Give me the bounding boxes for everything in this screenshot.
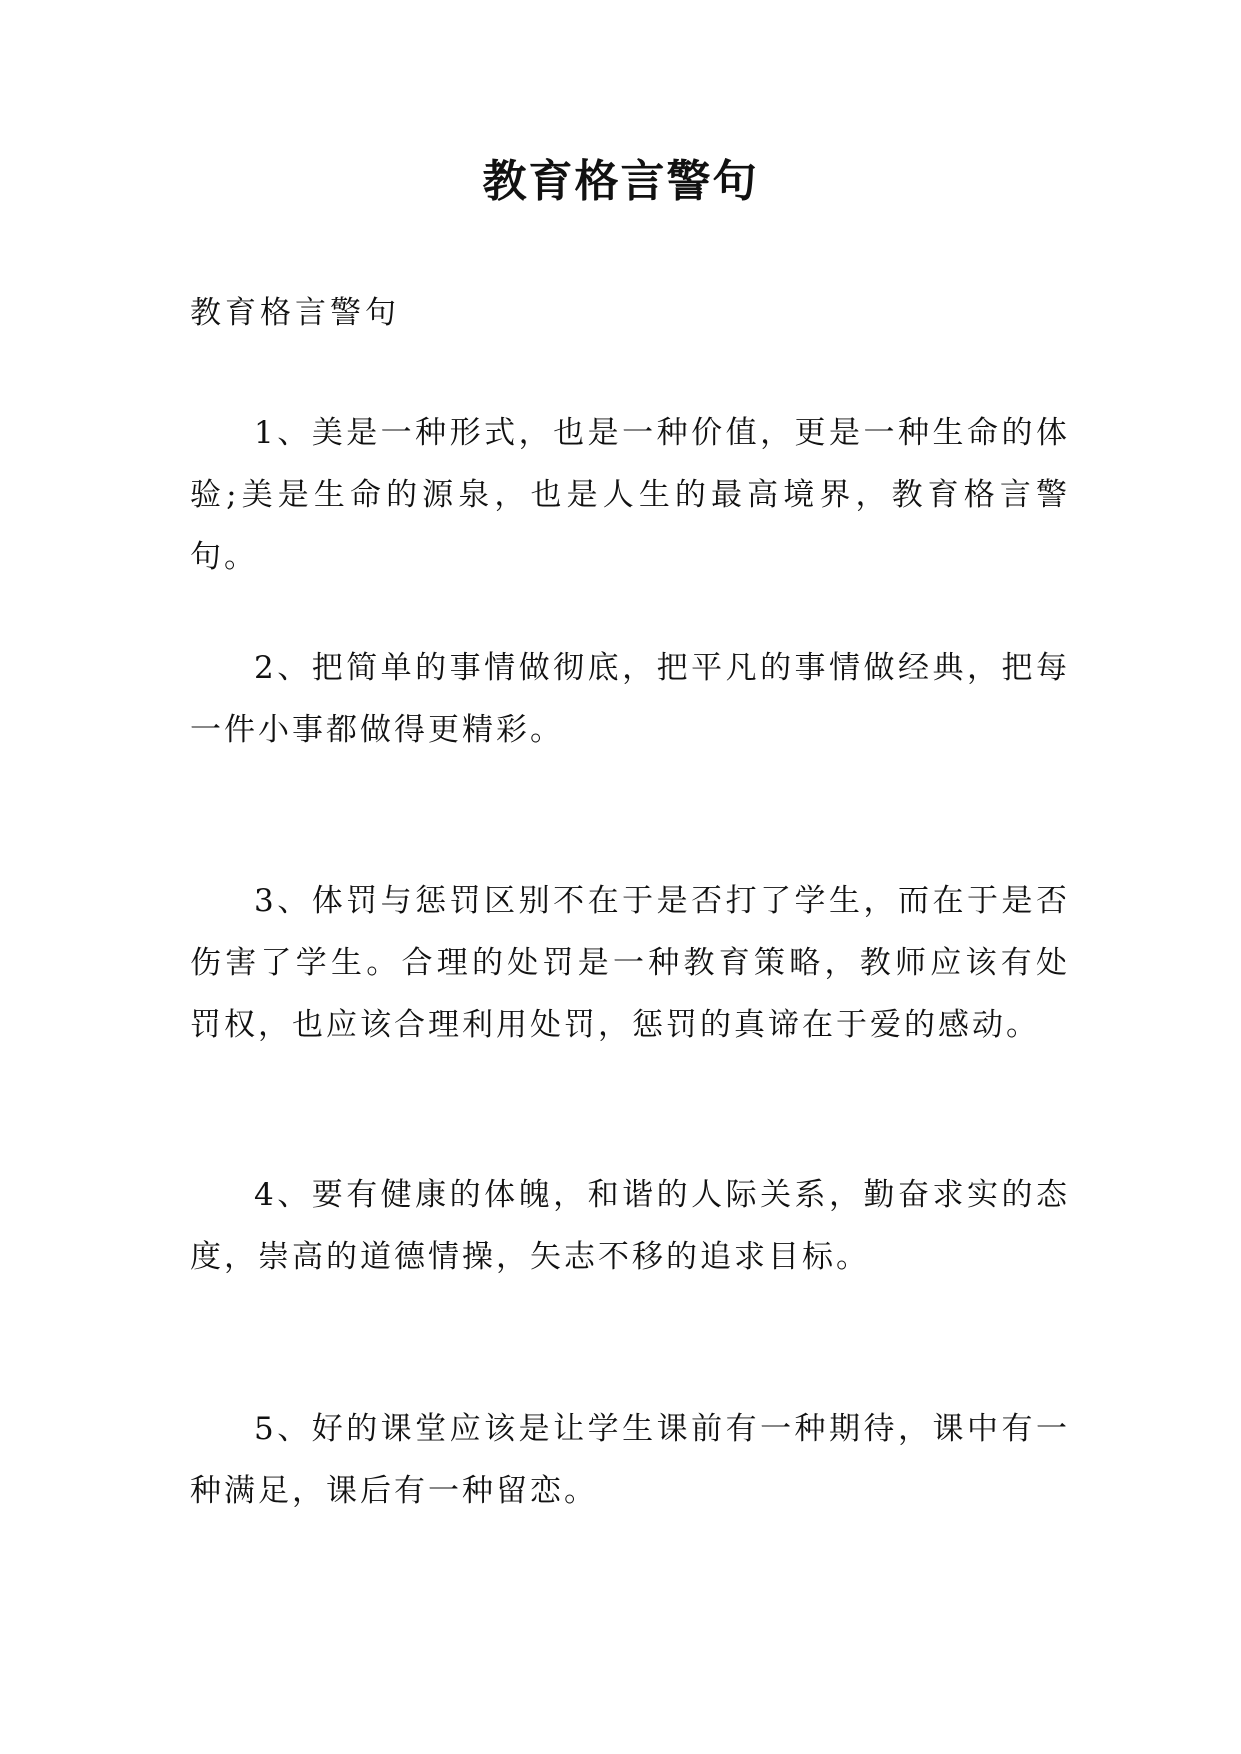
quote-paragraph: 4、要有健康的体魄，和谐的人际关系，勤奋求实的态度，崇高的道德情操，矢志不移的追求目标。 bbox=[190, 1177, 1070, 1275]
quote-paragraph: 5、好的课堂应该是让学生课前有一种期待，课中有一种满足，课后有一种留恋。 bbox=[190, 1411, 1070, 1509]
document-title: 教育格言警句 bbox=[482, 156, 759, 207]
quote-paragraph: 2、把简单的事情做彻底，把平凡的事情做经典，把每一件小事都做得更精彩。 bbox=[190, 650, 1070, 748]
quote-paragraph: 3、体罚与惩罚区别不在于是否打了学生，而在于是否伤害了学生。合理的处罚是一种教育策略，教师应该有处罚权，也应该合理利用处罚，惩罚的真谛在于爱的感动。 bbox=[190, 883, 1070, 1043]
quote-paragraph: 1、美是一种形式，也是一种价值，更是一种生命的体验;美是生命的源泉，也是人生的最高境界，教育格言警句。 bbox=[190, 415, 1070, 575]
document-subtitle: 教育格言警句 bbox=[190, 295, 400, 331]
